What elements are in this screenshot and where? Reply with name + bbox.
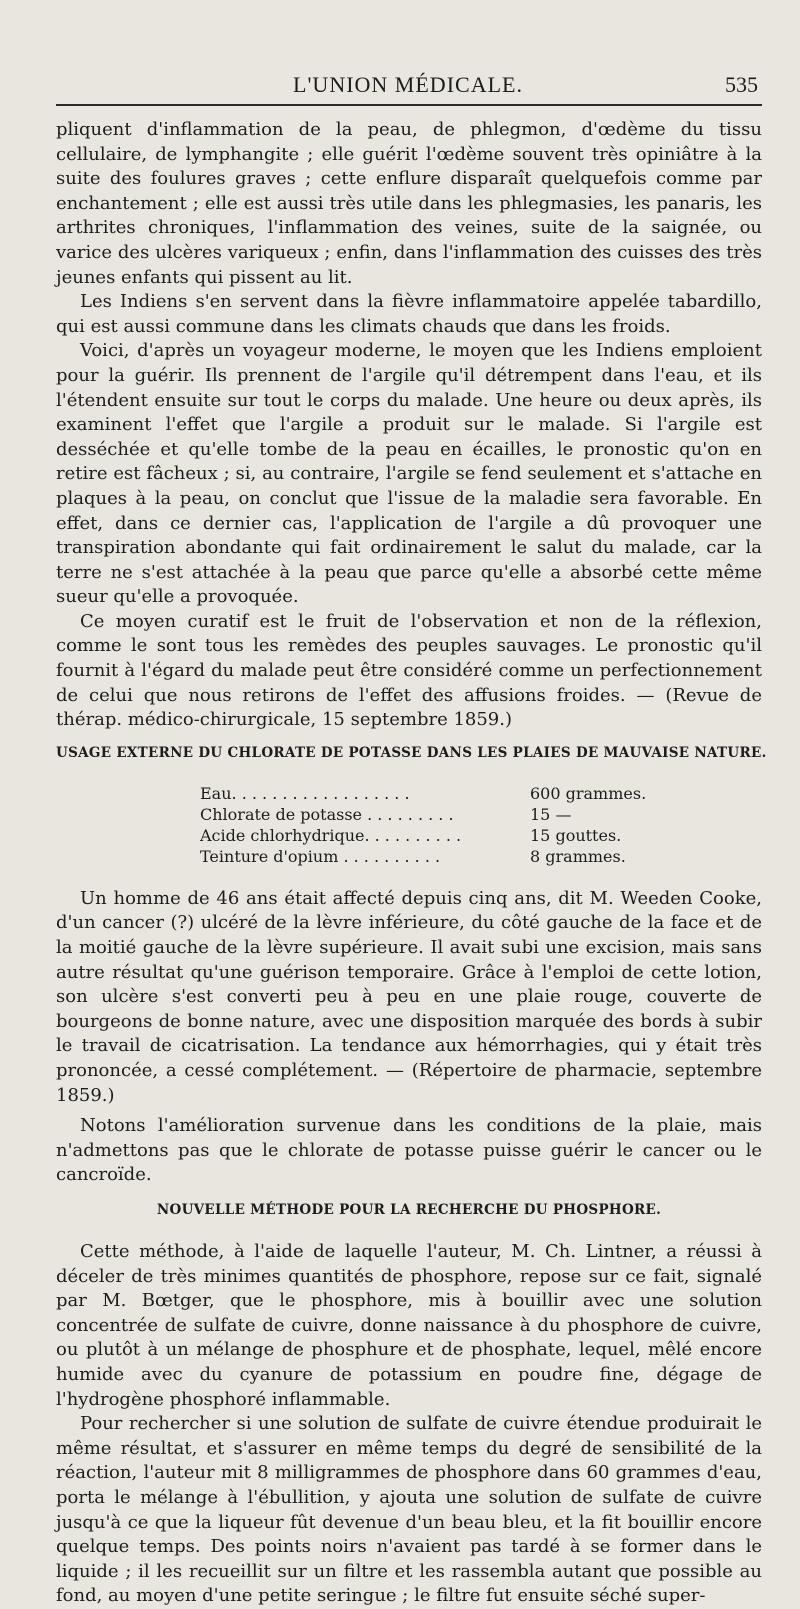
- paragraph: Un homme de 46 ans était affecté depuis cinq ans, dit M. Weeden Cooke, d'un cancer (?) ulcéré de la lèvre inférieure, du côté gauche de la face et de la moitié gauche de la lèvre supérieure. Il avait subi une excision, mais sans autre résultat qu'une guérison temporaire. Grâce à l'emploi de cette lotion, son ulcère s'est converti peu à peu en une plaie rouge, couverte de bourgeons de bonne nature, avec une disposition marquée des bords à subir le travail de cicatrisation. La tendance aux hémorrhagies, qui y était très prononcée, a cessé complétement. — (Répertoire de pharmacie, septembre 1859.): [56, 887, 762, 1106]
- paragraph: Ce moyen curatif est le fruit de l'observation et non de la réflexion, comme le sont tous les remèdes des peuples sauvages. Le pronostic qu'il fournit à l'égard du malade peut être considéré comme un perfectionnement de celui que nous retirons de l'effet des affusions froides. — (Revue de thérap. médico-chirurgicale, 15 septembre 1859.): [56, 610, 762, 731]
- header-rule: [56, 104, 762, 106]
- formula-quantity: 8 grammes.: [530, 846, 626, 866]
- formula-row: [200, 846, 670, 867]
- formula-row: [200, 825, 670, 846]
- paragraph: pliquent d'inflammation de la peau, de phlegmon, d'œdème du tissu cellulaire, de lymphangite ; elle guérit l'œdème souvent très opiniâtre à la suite des foulures graves ; cette enflure disparaît quelquefois comme par enchantement ; elle est aussi très utile dans les phlegmasies, les panaris, les arthrites chroniques, l'inflammation des veines, suite de la saignée, ou varice des ulcères variqueux ; enfin, dans l'inflammation des cuisses des très jeunes enfants qui pissent au lit.: [56, 119, 762, 288]
- formula-ingredient: Chlorate de potasse . . . . . . . . .: [200, 804, 454, 824]
- formula-quantity: 15 —: [530, 804, 572, 824]
- page-number: 535: [725, 72, 758, 97]
- paragraph: Notons l'amélioration survenue dans les conditions de la plaie, mais n'admettons pas que le chlorate de potasse puisse guérir le cancer ou le cancroïde.: [56, 1115, 762, 1186]
- formula-quantity: 600 grammes.: [530, 783, 647, 803]
- formula-ingredient: Teinture d'opium . . . . . . . . . .: [200, 846, 441, 866]
- running-title: L'UNION MÉDICALE.: [293, 72, 523, 97]
- paragraph: Voici, d'après un voyageur moderne, le moyen que les Indiens emploient pour la guérir. Ils prennent de l'argile qu'il détrempent dans l'eau, et ils l'étendent ensuite sur tout le corps du malade. Une heure ou deux après, ils examinent l'effet que l'argile a produit sur le malade. Si l'argile est desséchée et qu'elle tombe de la peau en écailles, le pronostic qu'on en retire est fâcheux ; si, au contraire, l'argile se fend seulement et s'attache en plaques à la peau, on conclut que l'issue de la maladie sera favorable. En effet, dans ce dernier cas, l'application de l'argile a dû provoquer une transpiration abondante qui fait ordinairement le salut du malade, car la terre ne s'est attachée à la peau que parce qu'elle a absorbé cette même sueur qu'elle a provoquée.: [56, 340, 762, 608]
- section-title: NOUVELLE MÉTHODE POUR LA RECHERCHE DU PHOSPHORE.: [156, 1201, 662, 1218]
- page-header: [58, 72, 758, 102]
- paragraph: Les Indiens s'en servent dans la fièvre inflammatoire appelée tabardillo, qui est aussi commune dans les climats chauds que dans les froids.: [56, 291, 762, 337]
- formula-ingredient: Acide chlorhydrique. . . . . . . . . .: [200, 825, 462, 845]
- paragraph: Pour rechercher si une solution de sulfate de cuivre étendue produirait le même résultat, et s'assurer en même temps du degré de sensibilité de la réaction, l'auteur mit 8 milligrammes de phosphore dans 60 grammes d'eau, porta le mélange à l'ébullition, y ajouta une solution de sulfate de cuivre jusqu'à ce que la liqueur fût devenue d'un beau bleu, et la fit bouillir encore quelque temps. Des points noirs n'avaient pas tardé à se former dans le liquide ; il les recueillit sur un filtre et les rassembla autant que possible au fond, au moyen d'une petite seringue ; le filtre fut ensuite séché super-: [56, 1413, 762, 1607]
- formula-ingredient: Eau. . . . . . . . . . . . . . . . . .: [200, 783, 410, 803]
- paragraph: Cette méthode, à l'aide de laquelle l'auteur, M. Ch. Lintner, a réussi à déceler de très minimes quantités de phosphore, repose sur ce fait, signalé par M. Bœtger, que le phosphore, mis à bouillir avec une solution concentrée de sulfate de cuivre, donne naissance à du phosphore de cuivre, ou plutôt à un mélange de phosphure et de phosphate, lequel, mêlé encore humide avec du cyanure de potassium en poudre fine, dégage de l'hydrogène phosphoré inflammable.: [56, 1240, 762, 1410]
- section-title: USAGE EXTERNE DU CHLORATE DE POTASSE DANS LES PLAIES DE MAUVAISE NATURE.: [56, 744, 767, 761]
- formula-row: [200, 783, 670, 804]
- body-text: [56, 118, 767, 1609]
- formula-table: [200, 783, 670, 867]
- formula-quantity: 15 gouttes.: [530, 825, 622, 845]
- formula-row: [200, 804, 670, 825]
